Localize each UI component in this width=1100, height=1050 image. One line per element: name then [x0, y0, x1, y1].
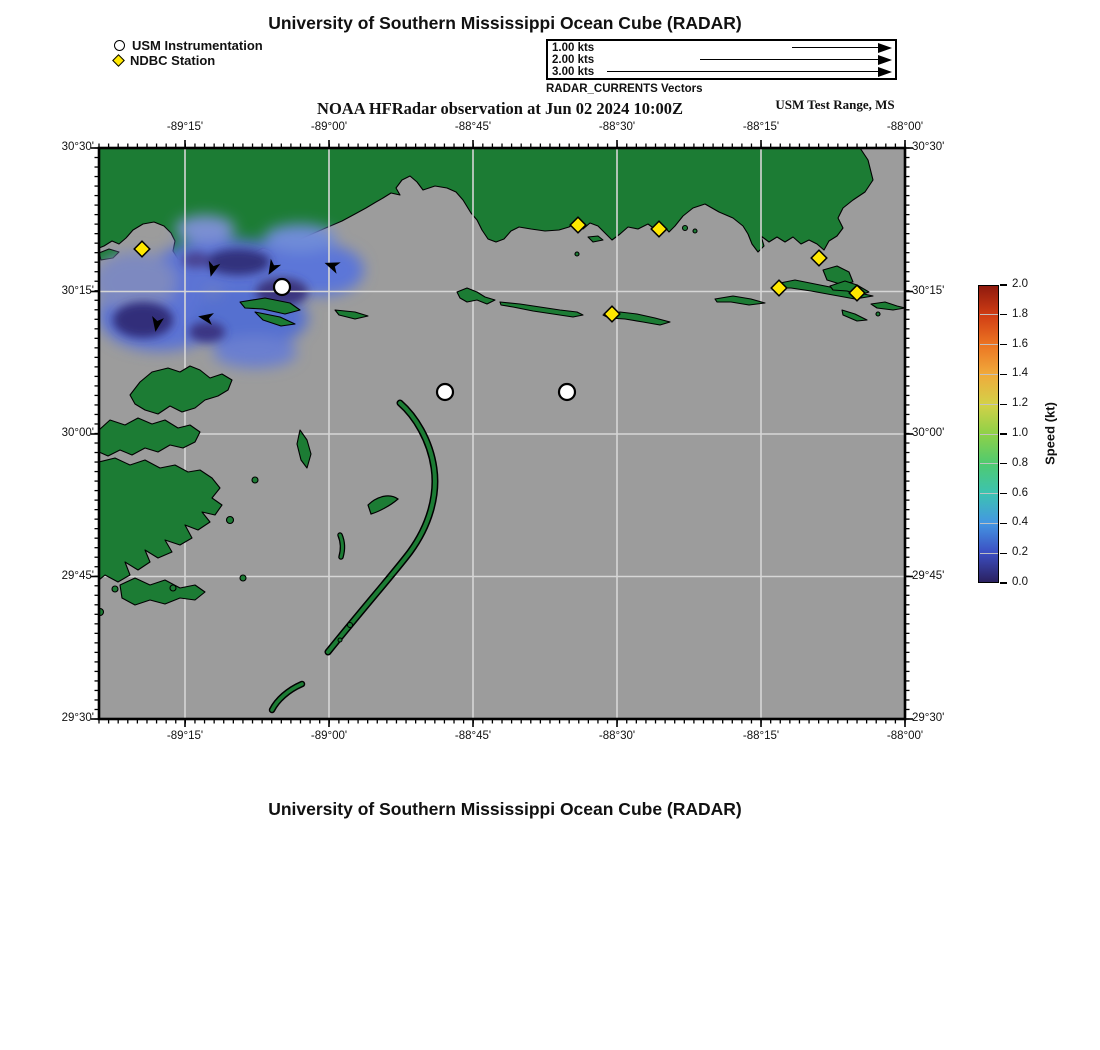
vector-scale-label: 1.00 kts: [552, 41, 595, 54]
colorbar-divider: [980, 523, 998, 524]
colorbar-tick: [1000, 493, 1007, 494]
lat-tick-label-right: 30°00': [912, 427, 945, 439]
vector-scale-arrow-shaft: [700, 59, 880, 61]
lat-tick-label-right: 29°45': [912, 569, 945, 582]
lat-tick-label-left: 30°30': [61, 141, 94, 153]
lon-tick-label-bottom: -88°45': [454, 730, 492, 742]
colorbar-tick-label: 1.8: [1012, 307, 1028, 320]
lat-tick-label-right: 30°30': [912, 141, 945, 153]
legend-label: NDBC Station: [130, 53, 216, 68]
diamond-marker-icon: [112, 54, 125, 67]
colorbar-tick: [1000, 374, 1007, 375]
lat-tick-label-left: 29°30': [61, 712, 94, 724]
colorbar-tick-label: 2.0: [1012, 278, 1028, 290]
colorbar-divider: [980, 404, 998, 405]
colorbar-tick: [1000, 344, 1007, 345]
circle-marker-icon: [114, 40, 125, 51]
colorbar-divider: [980, 553, 998, 554]
lat-tick-label-right: 29°30': [912, 712, 945, 724]
vector-scale-arrowhead-icon: [878, 55, 892, 65]
lon-tick-label-bottom: -88°15': [742, 730, 780, 742]
lat-tick-label-left: 30°00': [61, 427, 94, 439]
colorbar-tick-label: 0.4: [1012, 516, 1028, 529]
usm-instrument-marker[interactable]: [274, 279, 290, 295]
page-title: University of Southern Mississippi Ocean Cube (RADAR): [268, 13, 742, 33]
legend-item-usm-instrumentation: [114, 38, 263, 53]
colorbar-tick-label: 0.8: [1012, 456, 1028, 469]
colorbar-tick-label: 1.0: [1012, 427, 1028, 439]
usm-instrument-marker[interactable]: [559, 384, 575, 400]
lat-tick-label-right: 30°15': [912, 284, 945, 297]
lon-tick-label-top: -88°45': [454, 121, 492, 133]
colorbar-tick-label: 1.6: [1012, 337, 1028, 350]
lat-tick-label-left: 29°45': [61, 569, 94, 582]
lon-tick-label-top: -89°15': [166, 121, 204, 133]
colorbar-tick: [1000, 404, 1007, 405]
vector-scale-arrow-shaft: [607, 71, 880, 73]
colorbar-divider: [980, 314, 998, 315]
lon-tick-label-top: -88°30': [598, 121, 636, 133]
colorbar-divider: [980, 463, 998, 464]
lon-tick-label-top: -89°00': [310, 121, 348, 133]
map-canvas: [85, 134, 925, 734]
colorbar-divider: [980, 374, 998, 375]
vector-scale-caption: RADAR_CURRENTS Vectors: [546, 83, 703, 95]
vector-scale-box: [546, 39, 897, 80]
colorbar-tick: [1000, 523, 1007, 524]
colorbar-tick-label: 0.6: [1012, 486, 1028, 499]
lat-tick-label-left: 30°15': [61, 284, 94, 297]
colorbar-tick: [1000, 314, 1007, 315]
colorbar-tick-label: 0.2: [1012, 546, 1028, 559]
test-range-label: USM Test Range, MS: [775, 97, 895, 112]
lon-tick-label-top: -88°00': [886, 121, 924, 133]
bottom-page-title: University of Southern Mississippi Ocean Cube (RADAR): [268, 799, 742, 819]
vector-scale-arrowhead-icon: [878, 67, 892, 77]
lon-tick-label-bottom: -88°00': [886, 730, 924, 742]
colorbar-tick-label: 0.0: [1012, 576, 1028, 588]
colorbar-tick-label: 1.4: [1012, 367, 1028, 380]
colorbar-divider: [980, 344, 998, 345]
lon-tick-label-bottom: -89°00': [310, 730, 348, 742]
lon-tick-label-top: -88°15': [742, 121, 780, 133]
vector-scale-arrow-shaft: [792, 47, 880, 49]
colorbar-divider: [980, 493, 998, 494]
colorbar-tick-label: 1.2: [1012, 397, 1028, 410]
vector-scale-arrowhead-icon: [878, 43, 892, 53]
observation-subtitle: NOAA HFRadar observation at Jun 02 2024 10:00Z: [317, 99, 683, 118]
colorbar-axis-label: Speed (kt): [1042, 402, 1058, 465]
legend-item-ndbc-station: [114, 53, 215, 68]
colorbar-tick: [1000, 284, 1007, 285]
colorbar-divider: [980, 434, 998, 435]
usm-instrument-marker[interactable]: [437, 384, 453, 400]
colorbar-tick: [1000, 582, 1007, 583]
legend-label: USM Instrumentation: [132, 38, 263, 53]
colorbar-tick: [1000, 463, 1007, 464]
colorbar-tick: [1000, 553, 1007, 554]
lon-tick-label-bottom: -89°15': [166, 730, 204, 742]
lon-tick-label-bottom: -88°30': [598, 730, 636, 742]
vector-scale-label: 2.00 kts: [552, 53, 595, 66]
colorbar-tick: [1000, 433, 1007, 434]
vector-scale-label: 3.00 kts: [552, 65, 595, 78]
